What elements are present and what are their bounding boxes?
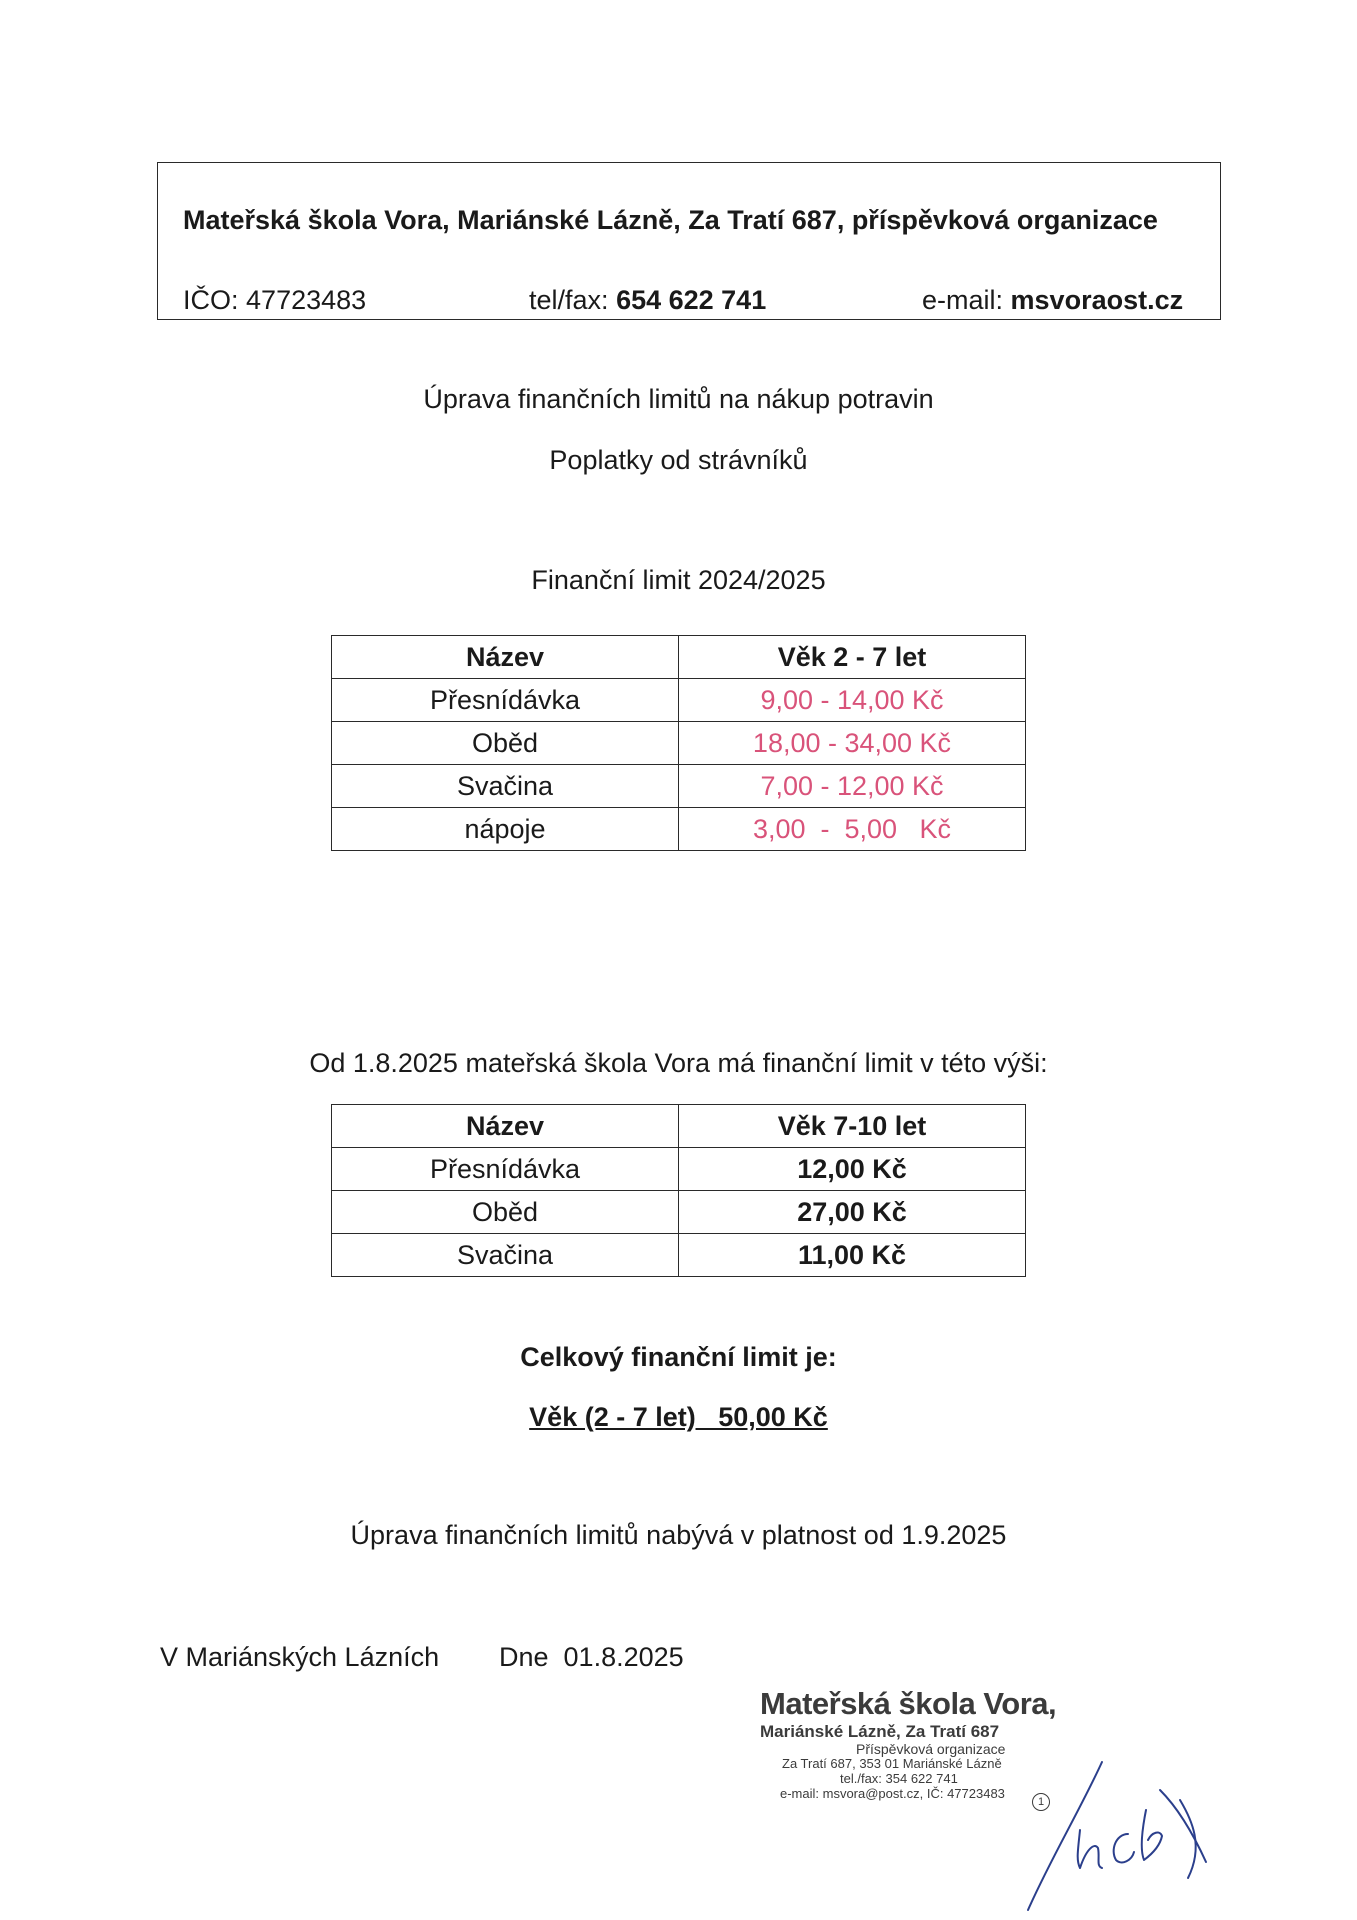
meal-name: Oběd bbox=[332, 1191, 679, 1234]
table-row bbox=[332, 1191, 1026, 1234]
validity-note: Úprava finančních limitů nabývá v platnost od 1.9.2025 bbox=[350, 1520, 1007, 1550]
stamp-line: Za Tratí 687, 353 01 Mariánské Lázně bbox=[782, 1756, 1002, 1772]
limits-table-2024 bbox=[331, 635, 1026, 851]
meal-name: Přesnídávka bbox=[332, 679, 679, 722]
footer-place: V Mariánských Lázních bbox=[160, 1642, 440, 1672]
document-title: Úprava finančních limitů na nákup potravin bbox=[423, 384, 934, 414]
limit-2024-heading: Finanční limit 2024/2025 bbox=[531, 565, 826, 595]
meal-name: Svačina bbox=[332, 765, 679, 808]
table-row bbox=[332, 1148, 1026, 1191]
signature bbox=[1020, 1750, 1220, 1920]
table-header-row bbox=[332, 1105, 1026, 1148]
school-stamp bbox=[760, 1686, 1057, 1802]
email-label: e-mail: bbox=[922, 285, 1004, 315]
ico-label: IČO: bbox=[183, 285, 239, 315]
table-row bbox=[332, 1234, 1026, 1277]
footer-date: Dne 01.8.2025 bbox=[499, 1642, 684, 1672]
column-header-name: Název bbox=[332, 1105, 679, 1148]
signature-stroke bbox=[1114, 1834, 1134, 1862]
column-header-age: Věk 7-10 let bbox=[679, 1105, 1026, 1148]
school-title: Mateřská škola Vora, Mariánské Lázně, Za Tratí 687, příspěvková organizace bbox=[183, 205, 1158, 235]
tel-value: 654 622 741 bbox=[616, 285, 767, 315]
stamp-line: Mariánské Lázně, Za Tratí 687 bbox=[760, 1721, 1000, 1741]
school-header-box bbox=[157, 162, 1221, 320]
signature-stroke bbox=[1180, 1800, 1196, 1878]
column-header-age: Věk 2 - 7 let bbox=[679, 636, 1026, 679]
email-value: msvoraost.cz bbox=[1010, 285, 1184, 315]
total-limit-label: Celkový finanční limit je: bbox=[520, 1342, 837, 1372]
from-date-text: Od 1.8.2025 mateřská škola Vora má finanční limit v této výši: bbox=[309, 1048, 1048, 1078]
table-row bbox=[332, 679, 1026, 722]
email-field bbox=[922, 285, 1183, 316]
document-subtitle: Poplatky od strávníků bbox=[549, 445, 808, 475]
meal-name: Přesnídávka bbox=[332, 1148, 679, 1191]
tel-field bbox=[529, 285, 766, 316]
stamp-line: tel./fax: 354 622 741 bbox=[840, 1771, 958, 1787]
stamp-line: Mateřská škola Vora, bbox=[760, 1686, 1057, 1721]
ico-field bbox=[183, 285, 366, 316]
ico-value: 47723483 bbox=[246, 285, 367, 315]
table-row bbox=[332, 808, 1026, 851]
signature-stroke bbox=[1078, 1830, 1102, 1868]
circled-mark-icon: 1 bbox=[1032, 1793, 1050, 1811]
stamp-line: e-mail: msvora@post.cz, IČ: 47723483 bbox=[780, 1786, 1005, 1802]
table-row bbox=[332, 765, 1026, 808]
table-row bbox=[332, 722, 1026, 765]
meal-name: Svačina bbox=[332, 1234, 679, 1277]
meal-name: Oběd bbox=[332, 722, 679, 765]
meal-price: 12,00 Kč bbox=[679, 1148, 1026, 1191]
table-header-row bbox=[332, 636, 1026, 679]
meal-price: 3,00 - 5,00 Kč bbox=[679, 808, 1026, 851]
meal-name: nápoje bbox=[332, 808, 679, 851]
stamp-line: Příspěvková organizace bbox=[856, 1741, 1006, 1758]
meal-price: 9,00 - 14,00 Kč bbox=[679, 679, 1026, 722]
total-limit-value: Věk (2 - 7 let) 50,00 Kč bbox=[529, 1402, 828, 1432]
tel-label: tel/fax: bbox=[529, 285, 609, 315]
meal-price: 7,00 - 12,00 Kč bbox=[679, 765, 1026, 808]
signature-stroke bbox=[1160, 1790, 1206, 1862]
meal-price: 18,00 - 34,00 Kč bbox=[679, 722, 1026, 765]
column-header-name: Název bbox=[332, 636, 679, 679]
signature-stroke bbox=[1028, 1762, 1102, 1910]
meal-price: 27,00 Kč bbox=[679, 1191, 1026, 1234]
meal-price: 11,00 Kč bbox=[679, 1234, 1026, 1277]
signature-stroke bbox=[1142, 1810, 1162, 1860]
limits-table-2025 bbox=[331, 1104, 1026, 1277]
